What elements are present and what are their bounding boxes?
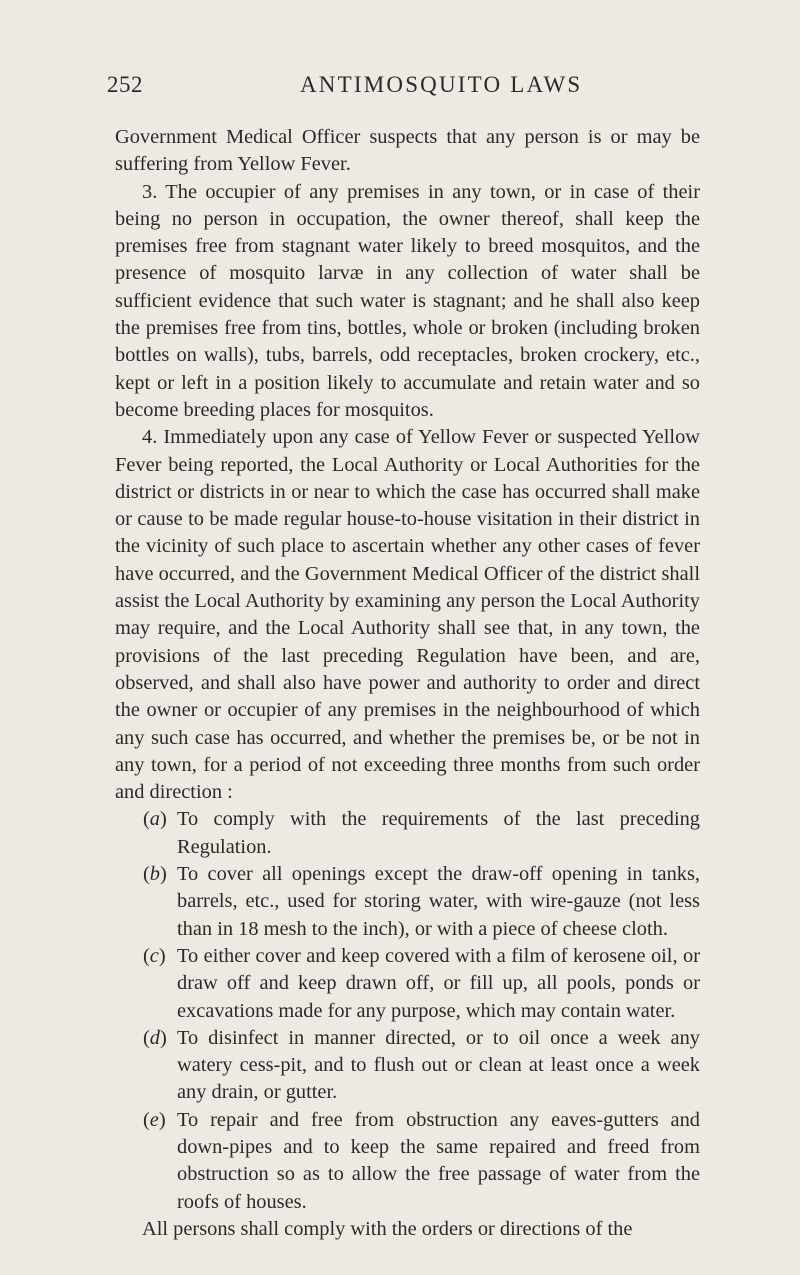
list-item-d — [143, 1025, 700, 1107]
list-item-text: To comply with the requirements of the last preceding Regulation. — [177, 808, 700, 858]
list-item-c — [143, 943, 700, 1025]
paragraph-regulation-4: 4. Immediately upon any case of Yellow Fever or suspected Yellow Fever being reported, the Local Authority or Local Authorities for the district or districts in or near to which the case has occurred shall make or cause to be made regular house-to-house visitation in their district in the vicinity of such place to ascertain whether any other cases of fever have occurred, and the Government Medical Officer of the district shall assist the Local Authority by examining any person the Local Authority may require, and the Local Authority shall see that, in any town, the provisions of the last preceding Regulation have been, and are, observed, and shall also have power and authority to order and direct the owner or occupier of any premises in the neighbourhood of which any such case has occurred, and whether the premises be, or be not in any town, for a period of not exceeding three months from such order and direction : — [115, 426, 700, 804]
list-item-label: (a) — [143, 808, 167, 831]
list-item-text: To disinfect in manner directed, or to oil once a week any watery cess-pit, and to flush out or clean at least once a week any drain, or gutter. — [177, 1026, 700, 1104]
body-text — [115, 124, 700, 1243]
list-item-a — [143, 806, 700, 861]
list-item-label: (e) — [143, 1108, 166, 1131]
list-item-text: To either cover and keep covered with a film of kerosene oil, or draw off and keep drawn off, or fill up, all pools, ponds or excavations made for any purpose, which may contain water. — [177, 944, 700, 1022]
list-item-label: (c) — [143, 944, 166, 967]
list-item-b — [143, 861, 700, 943]
page-header — [0, 72, 800, 112]
list-item-label: (d) — [143, 1026, 167, 1049]
list-item-text: To cover all openings except the draw-off opening in tanks, barrels, etc., used for storing water, with wire-gauze (not less than in 18 mesh to the inch), or with a piece of cheese cloth. — [177, 863, 700, 940]
list-item-e — [143, 1107, 700, 1216]
running-head: ANTIMOSQUITO LAWS — [300, 72, 583, 97]
paragraph-continuation: Government Medical Officer suspects that any person is or may be suffering from Yellow Fever. — [115, 126, 700, 176]
paragraph-regulation-3: 3. The occupier of any premises in any town, or in case of their being no person in occupation, the owner thereof, shall keep the premises free from stagnant water likely to breed mosquitos, and the presence of mosquito larvæ in any collection of water shall be sufficient evidence that such water is stagnant; and he shall also keep the premises free from tins, bottles, whole or broken (including broken bottles on walls), tubs, barrels, odd receptacles, broken crockery, etc., kept or left in a position likely to accumulate and retain water and so become breeding places for mosquitos. — [115, 180, 700, 421]
list-item-label: (b) — [143, 863, 167, 886]
closing-line: All persons shall comply with the orders or directions of the — [142, 1217, 633, 1240]
page-number: 252 — [107, 72, 143, 97]
list-item-text: To repair and free from obstruction any eaves-gutters and down-pipes and to keep the same repaired and freed from obstruction so as to allow the free passage of water from the roofs of houses. — [177, 1108, 700, 1213]
